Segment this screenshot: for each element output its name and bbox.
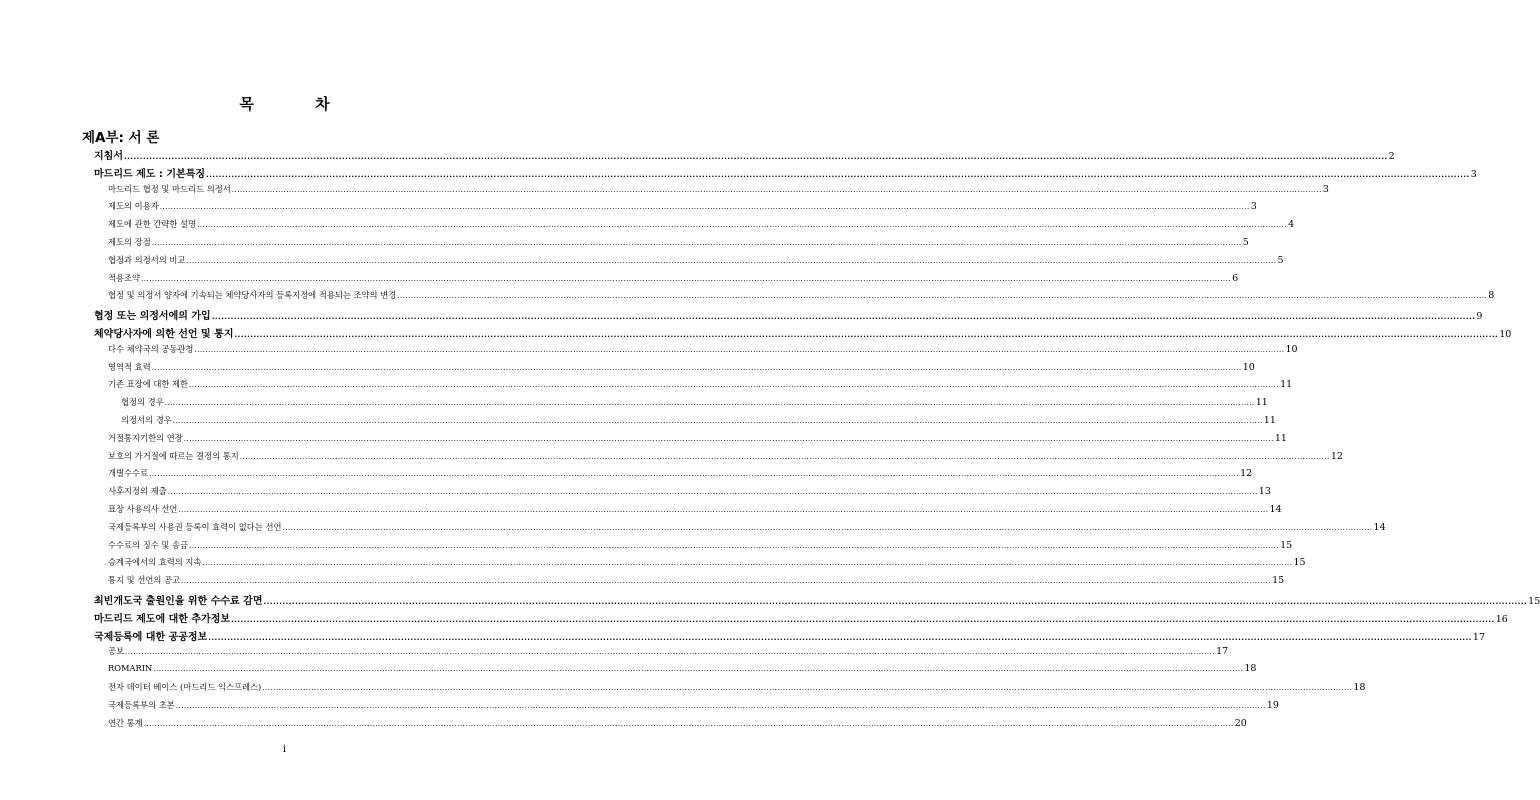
toc-entry-title: 마드리드 제도 : 기본특징	[94, 168, 206, 180]
toc-entry-title: 공보	[108, 646, 125, 657]
toc-entry-title: 보호의 가거절에 따르는 결정의 통지	[108, 450, 239, 461]
toc-entry-title: 국제등록부의 초본	[108, 699, 175, 710]
toc-entry-title: 연간 통계	[108, 717, 143, 728]
toc-entry-title: 승계국에서의 효력의 지속	[108, 557, 202, 568]
toc-entry[interactable]	[94, 592, 1540, 607]
toc-entry-title: 수수료의 징수 및 송금	[108, 539, 189, 550]
toc-entry-page: 15	[1528, 596, 1540, 607]
toc-entry-title: 체약당사자에 의한 선언 및 통지	[94, 329, 234, 340]
toc-entry-title: 마드리드 제도에 대한 추가정보	[94, 613, 231, 625]
toc-entry-title: 국제등록에 대한 공공정보	[94, 631, 208, 643]
toc-leader-dots: ................................................................................................................................................................................................................................................................................................................................................................................................................	[234, 331, 1499, 339]
toc-entry-page: 13	[1258, 486, 1271, 498]
toc-entry-title: 다수 체약국의 공동관청	[108, 343, 194, 354]
toc-entry-page: 3	[1322, 183, 1329, 195]
toc-entry[interactable]	[108, 717, 1247, 729]
toc-entry-title: 제도의 이용자	[108, 201, 159, 212]
toc-entry-page: 15	[1280, 539, 1293, 551]
toc-entry[interactable]	[121, 414, 1276, 426]
toc-leader-dots: ................................................................................................................................................................................................................................................................................................................................................................................................................	[153, 665, 1244, 674]
toc-leader-dots: ................................................................................................................................................................................................................................................................................................................................................................................................................	[149, 470, 1240, 479]
toc-entry-page: 17	[1216, 646, 1229, 658]
toc-entry-page: 12	[1240, 468, 1253, 480]
toc-entry-page: 4	[1288, 219, 1295, 231]
toc-entry-page: 20	[1234, 717, 1247, 729]
toc-entry-page: 3	[1470, 168, 1477, 180]
toc-entry[interactable]	[108, 699, 1279, 711]
toc-entry[interactable]	[108, 556, 1306, 569]
toc-leader-dots: ................................................................................................................................................................................................................................................................................................................................................................................................................	[151, 363, 1242, 372]
toc-entry[interactable]	[94, 325, 1512, 340]
toc-entry[interactable]	[94, 610, 1508, 625]
toc-entry[interactable]	[108, 503, 1282, 515]
toc-entry-page: 10	[1242, 361, 1255, 373]
toc-entry-title: 제도의 장점	[108, 237, 151, 247]
toc-entry[interactable]	[108, 485, 1271, 498]
toc-leader-dots: ................................................................................................................................................................................................................................................................................................................................................................................................................	[263, 598, 1528, 606]
toc-entry-title: 영역적 효력	[108, 361, 151, 372]
toc-entry-page: 11	[1280, 379, 1293, 391]
toc-leader-dots: ................................................................................................................................................................................................................................................................................................................................................................................................................	[194, 345, 1285, 354]
toc-entry[interactable]	[108, 645, 1229, 658]
toc-leader-dots: ................................................................................................................................................................................................................................................................................................................................................................................................................	[231, 185, 1322, 194]
toc-leader-dots: ................................................................................................................................................................................................................................................................................................................................................................................................................	[123, 153, 1388, 161]
toc-entry-page: 14	[1269, 504, 1282, 515]
toc-leader-dots: ................................................................................................................................................................................................................................................................................................................................................................................................................	[282, 523, 1373, 532]
toc-entry-page: 5	[1277, 254, 1284, 266]
toc-leader-dots: ................................................................................................................................................................................................................................................................................................................................................................................................................	[186, 256, 1277, 265]
toc-entry-page: 14	[1373, 521, 1386, 533]
toc-entry-page: 8	[1488, 290, 1495, 302]
toc-entry-page: 6	[1232, 272, 1239, 284]
toc-entry[interactable]	[108, 200, 1257, 213]
toc-entry[interactable]	[94, 147, 1395, 162]
toc-entry-page: 16	[1495, 613, 1508, 625]
toc-entry-title: 표장 사용의사 선언	[108, 504, 178, 514]
toc-leader-dots: ................................................................................................................................................................................................................................................................................................................................................................................................................	[189, 381, 1280, 390]
toc-leader-dots: ................................................................................................................................................................................................................................................................................................................................................................................................................	[397, 292, 1488, 301]
toc-entry-page: 5	[1242, 237, 1249, 248]
toc-entry[interactable]	[94, 628, 1485, 643]
toc-entry-page: 2	[1388, 151, 1395, 162]
toc-entry[interactable]	[121, 396, 1268, 409]
part-heading: 제A부: 서 론	[82, 130, 160, 146]
toc-entry[interactable]	[108, 361, 1255, 373]
toc-entry[interactable]	[94, 307, 1483, 323]
toc-entry[interactable]	[108, 272, 1239, 284]
toc-leader-dots: ................................................................................................................................................................................................................................................................................................................................................................................................................	[178, 506, 1269, 514]
toc-entry[interactable]	[108, 236, 1249, 248]
toc-entry[interactable]	[94, 165, 1477, 180]
toc-leader-dots: ................................................................................................................................................................................................................................................................................................................................................................................................................	[164, 399, 1255, 408]
toc-entry-title: 협정의 경우	[121, 397, 164, 408]
toc-leader-dots: ................................................................................................................................................................................................................................................................................................................................................................................................................	[262, 684, 1353, 692]
toc-entry-page: 9	[1476, 311, 1483, 323]
toc-leader-dots: ................................................................................................................................................................................................................................................................................................................................................................................................................	[175, 701, 1266, 710]
toc-leader-dots: ................................................................................................................................................................................................................................................................................................................................................................................................................	[183, 434, 1274, 443]
page-title: 목 차	[239, 95, 358, 113]
toc-leader-dots: ................................................................................................................................................................................................................................................................................................................................................................................................................	[167, 488, 1258, 497]
toc-leader-dots: ................................................................................................................................................................................................................................................................................................................................................................................................................	[151, 239, 1242, 247]
toc-entry-title: 전자 데이터 베이스 (마드리드 익스프레스)	[108, 682, 262, 692]
toc-entry-page: 11	[1263, 415, 1276, 426]
toc-entry-page: 15	[1293, 557, 1306, 569]
toc-entry[interactable]	[108, 289, 1495, 302]
toc-entry-title: 제도에 관한 간략한 설명	[108, 219, 197, 230]
toc-entry-title: 국제등록부의 사용권 등록이 효력이 없다는 선언	[108, 521, 282, 532]
toc-entry-title: 개별수수료	[108, 468, 149, 479]
toc-entry[interactable]	[108, 521, 1386, 533]
toc-entry-page: 19	[1266, 699, 1279, 711]
toc-entry[interactable]	[108, 378, 1293, 391]
toc-entry-title: 마드리드 협정 및 마드리드 의정서	[108, 183, 231, 194]
toc-leader-dots: ................................................................................................................................................................................................................................................................................................................................................................................................................	[159, 203, 1250, 212]
toc-leader-dots: ................................................................................................................................................................................................................................................................................................................................................................................................................	[189, 541, 1280, 550]
toc-entry[interactable]	[108, 539, 1293, 551]
toc-entry-page: 18	[1244, 663, 1257, 675]
toc-entry-page: 10	[1499, 329, 1512, 340]
toc-entry[interactable]	[108, 218, 1295, 231]
toc-entry-title: 의정서의 경우	[121, 415, 172, 425]
toc-leader-dots: ................................................................................................................................................................................................................................................................................................................................................................................................................	[197, 221, 1288, 230]
toc-entry[interactable]	[108, 467, 1253, 480]
toc-entry[interactable]	[108, 663, 1257, 675]
toc-entry-title: 협정 및 의정서 양자에 기속되는 체약당사자의 등록지정에 적용되는 조약의 변경	[108, 290, 397, 301]
toc-entry-page: 10	[1285, 343, 1298, 355]
toc-leader-dots: ................................................................................................................................................................................................................................................................................................................................................................................................................	[208, 633, 1472, 642]
toc-entry-title: 통지 및 선언의 공고	[108, 575, 181, 586]
toc-entry[interactable]	[108, 254, 1284, 266]
toc-leader-dots: ................................................................................................................................................................................................................................................................................................................................................................................................................	[202, 559, 1293, 568]
toc-entry-page: 11	[1274, 432, 1287, 444]
toc-entry-page: 11	[1255, 397, 1268, 409]
toc-leader-dots: ................................................................................................................................................................................................................................................................................................................................................................................................................	[125, 648, 1216, 657]
toc-leader-dots: ................................................................................................................................................................................................................................................................................................................................................................................................................	[172, 417, 1263, 425]
toc-leader-dots: ................................................................................................................................................................................................................................................................................................................................................................................................................	[231, 615, 1495, 624]
toc-entry[interactable]	[108, 432, 1287, 444]
toc-entry-title: 적용조약	[108, 272, 141, 283]
page-number: i	[282, 744, 287, 755]
toc-entry[interactable]	[108, 681, 1366, 693]
toc-entry-title: 기존 표장에 대한 제한	[108, 379, 189, 390]
toc-entry[interactable]	[108, 183, 1329, 195]
toc-entry-title: 지침서	[94, 151, 123, 162]
toc-entry-title: 협정과 의정서의 비교	[108, 254, 186, 265]
toc-entry[interactable]	[108, 450, 1343, 462]
toc-entry[interactable]	[108, 574, 1285, 587]
toc-entry-title: ROMARIN	[108, 663, 153, 674]
toc-entry-title: 사후지정의 제출	[108, 486, 167, 497]
toc-entry-title: 거절통지기한의 연장	[108, 432, 183, 443]
toc-leader-dots: ................................................................................................................................................................................................................................................................................................................................................................................................................	[143, 719, 1234, 728]
toc-leader-dots: ................................................................................................................................................................................................................................................................................................................................................................................................................	[141, 274, 1232, 283]
toc-leader-dots: ................................................................................................................................................................................................................................................................................................................................................................................................................	[181, 577, 1272, 586]
toc-entry-title: 협정 또는 의정서에의 가입	[94, 311, 211, 323]
toc-leader-dots: ................................................................................................................................................................................................................................................................................................................................................................................................................	[239, 452, 1330, 461]
toc-entry-page: 18	[1353, 682, 1366, 693]
toc-entry-page: 15	[1272, 575, 1285, 587]
toc-entry-title: 최빈개도국 출원인을 위한 수수료 감면	[94, 596, 263, 607]
toc-leader-dots: ................................................................................................................................................................................................................................................................................................................................................................................................................	[206, 170, 1470, 179]
toc-entry-page: 12	[1330, 450, 1343, 462]
toc-entry-page: 3	[1250, 201, 1257, 213]
toc-leader-dots: ................................................................................................................................................................................................................................................................................................................................................................................................................	[211, 313, 1476, 322]
toc-entry[interactable]	[108, 343, 1298, 355]
toc-entry-page: 17	[1472, 631, 1485, 643]
